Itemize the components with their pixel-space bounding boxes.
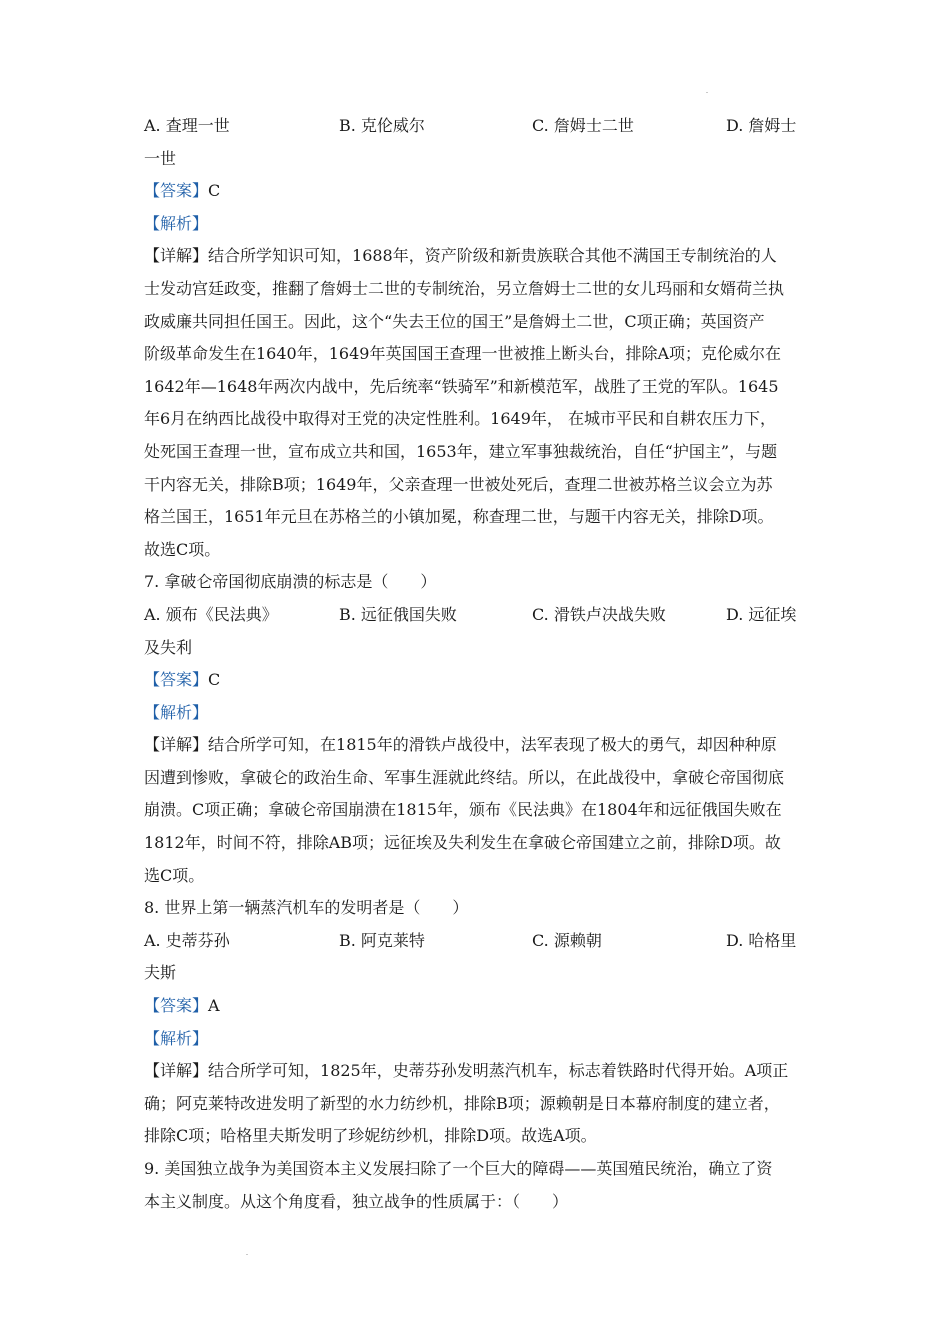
q8-detail-line [144,1055,808,1088]
detail-text: 结合所学知识可知，1688年，资产阶级和新贵族联合其他不满国王专制统治的人 [208,246,777,266]
q6-option-d: D. 詹姆士 [726,116,797,135]
q6-detail-line: 阶级革命发生在1640年，1649年英国国王查理一世被推上断头台，排除A项；克伦威尔在 [144,344,781,364]
analysis-tag: 【解析】 [144,213,209,233]
q7-option-wrap: 及失利 [144,637,193,657]
q8-detail-line: 排除C项；哈格里夫斯发明了珍妮纺纱机，排除D项。故选A项。 [144,1126,597,1146]
q6-option-c: C. 詹姆士二世 [532,116,634,135]
answer-value: C [208,181,221,201]
analysis-tag: 【解析】 [144,702,209,722]
q7-option-c: C. 滑铁卢决战失败 [532,604,666,624]
answer-tag: 【答案】 [144,181,209,201]
q6-detail-line: 格兰国王，1651年元旦在苏格兰的小镇加冕，称查理二世，与题干内容无关，排除D项。 [144,507,774,527]
answer-tag: 【答案】 [144,996,209,1016]
q8-option-d: D. 哈格里 [726,930,797,950]
q6-option-b: B. 克伦威尔 [339,116,425,135]
q6-answer [144,175,808,208]
q6-detail-line: 政威廉共同担任国王。因此，这个“失去王位的国王”是詹姆土二世，C项正确；英国资产 [144,311,765,331]
q6-option-wrap: 一世 [144,148,177,168]
detail-tag: 【详解】 [144,1061,209,1081]
analysis-tag: 【解析】 [144,1028,209,1048]
q6-detail-line: 士发动宫廷政变，推翻了詹姆士二世的专制统治，另立詹姆士二世的女儿玛丽和女婿荷兰执 [144,278,785,298]
q7-options [144,599,808,632]
q9-stem-line: 9. 美国独立战争为美国资本主义发展扫除了一个巨大的障碍——英国殖民统治，确立了资 [144,1159,773,1178]
q7-detail-line: 崩溃。C项正确；拿破仑帝国崩溃在1815年，颁布《民法典》在1804年和远征俄国失败在 [144,800,782,820]
answer-tag: 【答案】 [144,670,209,690]
q8-option-b: B. 阿克莱特 [339,930,425,950]
detail-tag: 【详解】 [144,246,209,266]
q6-options [144,110,808,143]
q7-detail-line: 选C项。 [144,865,205,885]
q7-detail-line: 因遭到惨败，拿破仑的政治生命、军事生涯就此终结。所以，在此战役中，拿破仑帝国彻底 [144,767,785,787]
answer-value: A [208,996,220,1016]
q9-stem-line: 本主义制度。从这个角度看，独立战争的性质属于：（ ） [144,1191,569,1211]
q7-analysis [144,697,808,730]
q7-option-d: D. 远征埃 [726,604,797,624]
q7-answer [144,664,808,697]
answer-value: C [208,670,221,690]
q6-option-a: A. 查理一世 [144,116,230,135]
q6-detail-line: 处死国王查理一世，宣布成立共和国，1653年，建立军事独裁统治，自任“护国主”，与题 [144,441,778,461]
q7-detail-line [144,729,808,762]
scan-speck [706,92,708,93]
q6-detail-line [144,240,808,273]
q8-option-a: A. 史蒂芬孙 [144,930,230,950]
q6-detail-line: 故选C项。 [144,539,221,559]
q7-detail-line: 1812年，时间不符，排除AB项；远征埃及失利发生在拿破仑帝国建立之前，排除D项。故 [144,833,781,853]
q7-option-a: A. 颁布《民法典》 [144,604,278,624]
q8-options [144,925,808,958]
q6-analysis [144,208,808,241]
q6-detail-line: 干内容无关，排除B项；1649年，父亲查理一世被处死后，查理二世被苏格兰议会立为苏 [144,474,773,494]
q6-detail-line: 1642年—1648年两次内战中，先后统率“铁骑军”和新模范军，战胜了王党的军队。1645 [144,376,779,396]
q7-stem: 7. 拿破仑帝国彻底崩溃的标志是（ ） [144,572,437,592]
q6-detail-line: 年6月在纳西比战役中取得对王党的决定性胜利。1649年， 在城市平民和自耕农压力下， [144,409,776,429]
q8-analysis [144,1023,808,1056]
q8-option-wrap: 夫斯 [144,963,177,983]
scan-speck [246,1254,248,1255]
detail-text: 结合所学可知，在1815年的滑铁卢战役中，法军表现了极大的勇气，却因种种原 [208,735,777,755]
detail-text: 结合所学可知，1825年，史蒂芬孙发明蒸汽机车，标志着铁路时代得开始。A项正 [208,1061,789,1081]
q8-stem: 8. 世界上第一辆蒸汽机车的发明者是（ ） [144,898,469,918]
question-6 [144,110,808,1218]
q8-option-c: C. 源赖朝 [532,930,602,950]
q7-option-b: B. 远征俄国失败 [339,604,457,624]
q8-detail-line: 确；阿克莱特改进发明了新型的水力纺纱机，排除B项；源赖朝是日本幕府制度的建立者， [144,1093,780,1113]
detail-tag: 【详解】 [144,735,209,755]
q8-answer [144,990,808,1023]
